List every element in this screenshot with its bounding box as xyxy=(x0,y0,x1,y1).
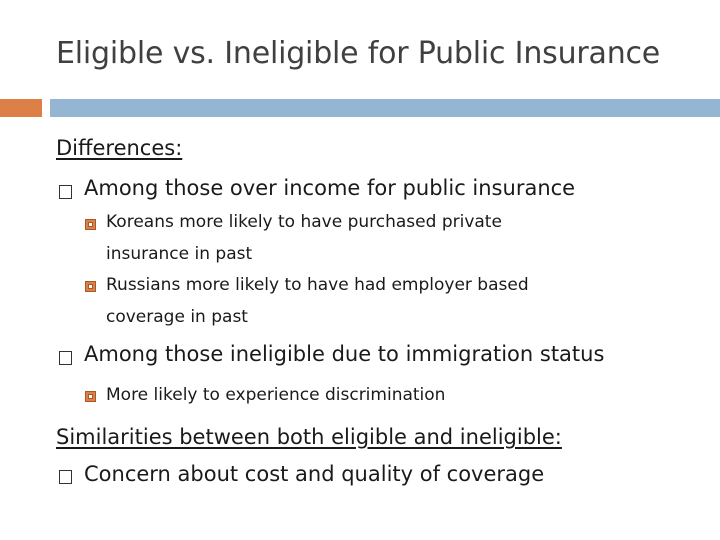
slide-title: Eligible vs. Ineligible for Public Insurance xyxy=(56,36,661,71)
bullet-over-income: Among those over income for public insurance xyxy=(84,176,576,200)
sub-bullet-russians-line1: Russians more likely to have had employer based xyxy=(106,275,529,295)
bullet-box-icon xyxy=(59,470,72,484)
sub-bullet-russians-line2: coverage in past xyxy=(106,307,248,327)
bullet-box-icon xyxy=(59,351,72,365)
sub-bullet-koreans-line2: insurance in past xyxy=(106,244,253,264)
accent-bar-orange xyxy=(0,99,42,117)
accent-bar-blue xyxy=(50,99,720,117)
similarities-heading: Similarities between both eligible and ineligible: xyxy=(56,425,562,449)
sub-bullet-discrimination: More likely to experience discrimination xyxy=(106,385,446,405)
bullet-box-icon xyxy=(59,185,72,199)
bullet-ineligible-immigration: Among those ineligible due to immigration status xyxy=(84,342,605,366)
sub-bullet-icon xyxy=(85,391,96,402)
sub-bullet-koreans-line1: Koreans more likely to have purchased private xyxy=(106,212,502,232)
sub-bullet-icon xyxy=(85,219,96,230)
sub-bullet-icon xyxy=(85,281,96,292)
differences-heading: Differences: xyxy=(56,136,183,160)
bullet-cost-quality: Concern about cost and quality of coverage xyxy=(84,462,545,486)
